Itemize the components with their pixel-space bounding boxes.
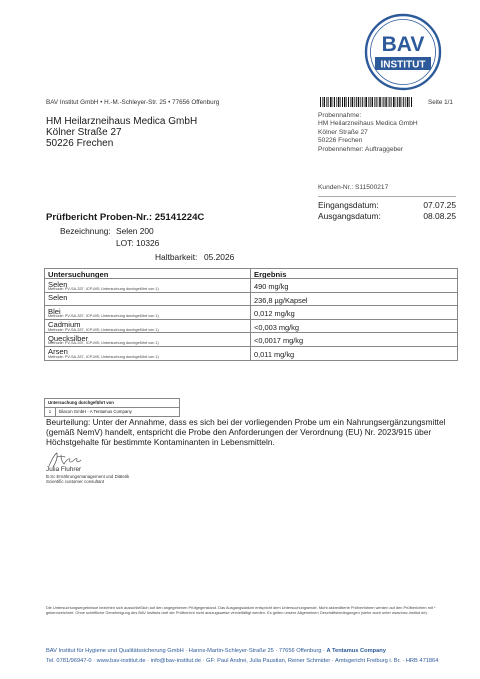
- expiry-value: 05.2026: [204, 252, 235, 262]
- table-row: [45, 292, 457, 306]
- report-title: Prüfbericht Proben-Nr.: 25141224C: [46, 212, 205, 223]
- signer-qualification: B.Sc Ernährungsmanagement und Diätetik: [46, 474, 130, 479]
- parameter-name: Selen: [48, 279, 68, 289]
- sample-info: [318, 112, 418, 154]
- assessment-text: Beurteilung: Unter der Annahme, dass es sich bei der vorliegenden Probe um ein Nahrungsergänzungsmittel (gemäß NemV) handelt, entspricht die Probe den Anforderungen der Verordnung (EU) Nr. 2023/915 über Höchstgehalte für bestimmte Kontaminanten in Lebensmitteln.: [46, 417, 446, 447]
- table-row: [45, 346, 457, 360]
- expiry-label: Haltbarkeit:: [155, 252, 198, 262]
- subcontractor-table: [44, 398, 180, 417]
- footer-brand: A Tentamus Company: [326, 648, 386, 654]
- svg-text:BAV: BAV: [381, 33, 425, 56]
- page-number: Seite 1/1: [428, 99, 453, 106]
- result-value: 0,011 mg/kg: [254, 349, 295, 359]
- received-date-label: Eingangsdatum:: [318, 200, 379, 210]
- result-value: 490 mg/kg: [254, 282, 289, 291]
- lot-number: LOT: 10326: [116, 238, 160, 248]
- method-note: Methode: PV-SA-337, ICP-MS; Untersuchung durchgeführt von 1): [48, 313, 159, 318]
- result-value: <0,0017 mg/kg: [254, 336, 304, 346]
- result-value: 0,012 mg/kg: [254, 309, 295, 319]
- disclaimer-footnote: Die Untersuchungsergebnisse beziehen sich ausschließlich auf den angegebenen Prüfgegenstand. Das Ausgangsdatum entspricht dem Untersuchungsende. Nicht akkreditierte Prüfverfahren werden auf den Prüfberichten mit * gekennzeichnet. Ohne schriftliche Genehmigung des BAV Instituts darf der Prüfbericht nicht auszugsweise vervielfältigt werden. Es gelten unsere Allgemeinen Geschäftsbedingungen (siehe auch unter www.bav-institut.de).: [46, 605, 436, 615]
- subcontractor-header: Untersuchung durchgeführt von: [45, 399, 179, 408]
- svg-text:INSTITUT: INSTITUT: [380, 59, 426, 71]
- subcontractor-row: [45, 408, 179, 416]
- sample-label: Probennahme:: [318, 112, 362, 119]
- method-note: Methode: PV-SA-337, ICP-MS; Untersuchung durchgeführt von 1): [48, 327, 159, 332]
- table-header: [45, 269, 457, 278]
- recipient-address: [46, 116, 197, 149]
- parameter-name: Selen: [48, 293, 68, 303]
- issued-date: 08.08.25: [423, 211, 456, 221]
- parameter-name: Cadmium: [48, 320, 81, 330]
- sender-address-line: BAV Institut GmbH • H.-M.-Schleyer-Str. 25 • 77656 Offenburg: [46, 99, 220, 106]
- sample-taker: Probennehmer: Auftraggeber: [318, 145, 404, 153]
- sample-street: Kölner Straße 27: [318, 128, 368, 136]
- footer-address: BAV Institut für Hygiene und Qualitätssicherung GmbH · Hanns-Martin-Schleyer-Straße 25 · 77656 Offenburg ·: [46, 648, 327, 654]
- parameter-name: Quecksilber: [48, 333, 89, 343]
- recipient-company: HM Heilarzneihaus Medica GmbH: [46, 116, 198, 127]
- recipient-street: Kölner Straße 27: [46, 127, 122, 138]
- table-row: [45, 305, 457, 319]
- designation-value: Selen 200: [116, 226, 154, 236]
- subcontractor-number: 1: [45, 408, 56, 416]
- sample-company: HM Heilarzneihaus Medica GmbH: [318, 120, 418, 128]
- results-table: [44, 268, 458, 361]
- sample-city: 50226 Frechen: [318, 137, 363, 145]
- footer-company-line: [46, 648, 386, 654]
- table-row: [45, 319, 457, 333]
- received-date: 07.07.25: [423, 200, 456, 210]
- method-note: Methode: PV-SA-337, ICP-MS; Untersuchung durchgeführt von 1): [48, 286, 159, 291]
- method-note: Methode: PV-SA-337, ICP-MS; Untersuchung durchgeführt von 1): [48, 354, 159, 359]
- footer-contact-line: Tel. 0781/96947-0 · www.bav-institut.de · info@bav-institut.de · GF: Paul Andrei, Julia Paustian, Reiner Schmider · Amtsgericht Freiburg i. Br. · HRB 471864: [46, 658, 439, 664]
- recipient-city: 50226 Frechen: [46, 138, 114, 149]
- barcode: [320, 97, 412, 107]
- column-header-result: Ergebnis: [254, 269, 287, 279]
- divider: [318, 196, 456, 197]
- designation-label: Bezeichnung:: [60, 226, 111, 236]
- issued-date-label: Ausgangsdatum:: [318, 211, 381, 221]
- table-row: [45, 332, 457, 346]
- parameter-name: Blei: [48, 306, 61, 316]
- subcontractor-name: bilacon GmbH - A Tentamus Company: [59, 409, 132, 414]
- parameter-name: Arsen: [48, 347, 68, 357]
- table-row: [45, 278, 457, 292]
- result-value: <0,003 mg/kg: [254, 322, 299, 332]
- method-note: Methode: PV-SA-337, ICP-MS; Untersuchung durchgeführt von 1): [48, 341, 159, 346]
- result-value: 236,8 µg/Kapsel: [254, 295, 308, 305]
- customer-number: Kunden-Nr.: S11500217: [318, 184, 389, 191]
- column-header-tests: Untersuchungen: [48, 269, 109, 279]
- signer-role: Scientific customer consultant: [46, 479, 105, 484]
- bav-institut-logo: [364, 13, 442, 91]
- signer-name: Julia Fluhrer: [46, 466, 82, 473]
